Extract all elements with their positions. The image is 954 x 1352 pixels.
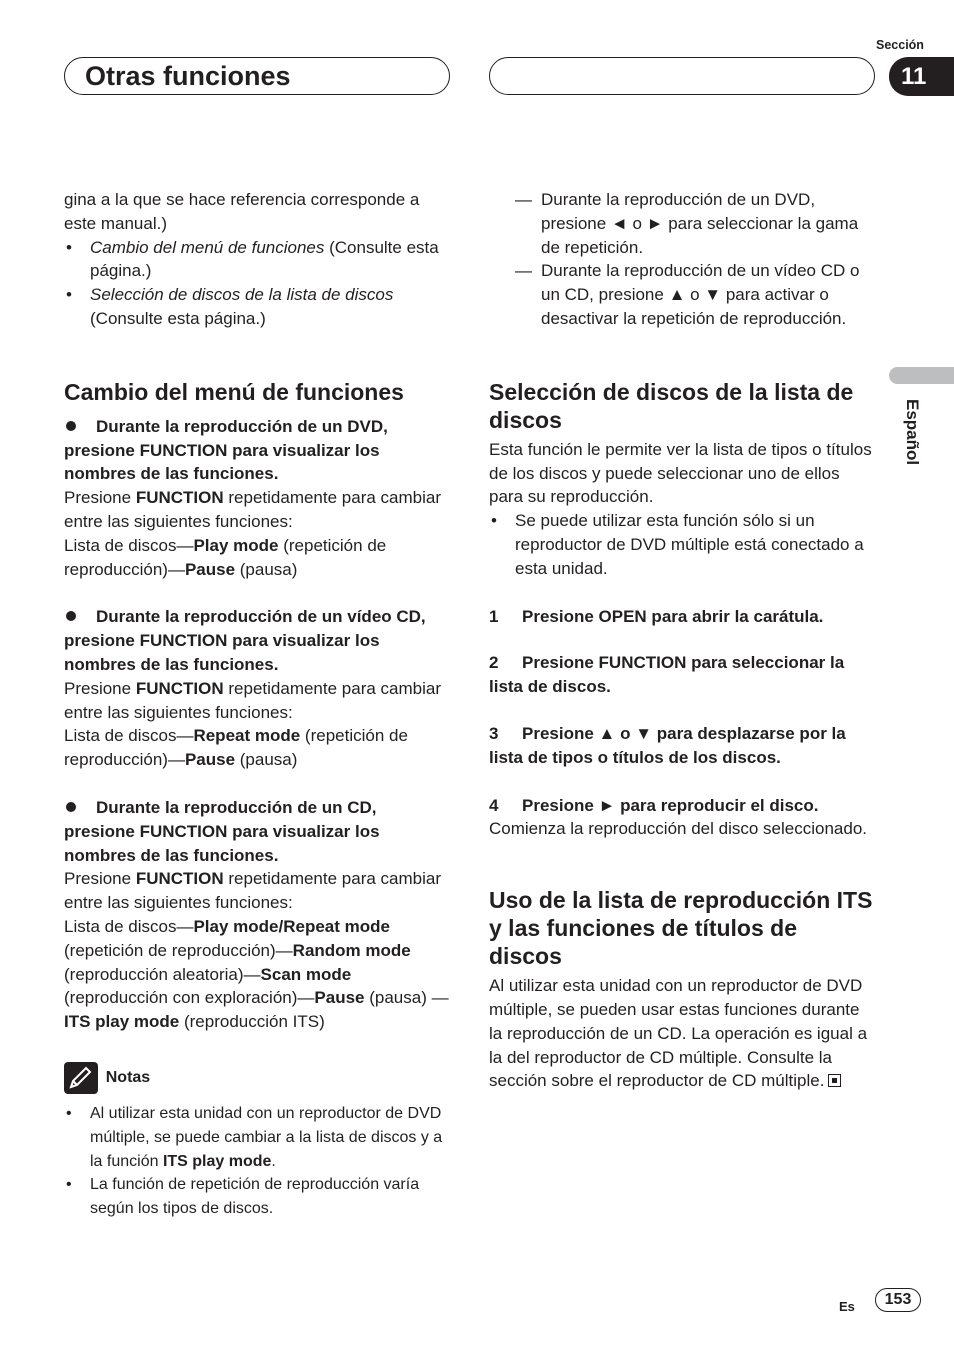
section-label: Sección <box>876 38 924 52</box>
language-label: Español <box>903 399 922 466</box>
dash-item: — Durante la reproducción de un vídeo CD o un CD, presione ▲ o ▼ para activar o desactivar la repetición de reproducción. <box>515 261 860 328</box>
section-heading: Selección de discos de la lista de discos <box>489 378 854 433</box>
bullet-icon <box>66 611 76 621</box>
section-title-box <box>64 57 450 95</box>
bullet-icon <box>66 802 76 812</box>
notes-header: Notas <box>64 1062 452 1094</box>
section-title-box-empty <box>489 57 875 95</box>
paragraph: Presione FUNCTION repetidamente para cambiar entre las siguientes funciones: <box>64 678 441 722</box>
step-1: 1 Presione OPEN para abrir la carátula. <box>489 606 824 626</box>
page-number: 153 <box>875 1288 921 1312</box>
note-item: • Al utilizar esta unidad con un reproductor de DVD múltiple, se puede cambiar a la lista de discos y a la función ITS play mode. <box>66 1104 443 1170</box>
list-item: • Se puede utilizar esta función sólo si un reproductor de DVD múltiple está conectado a esta unidad. <box>491 511 864 578</box>
note-pencil-icon <box>64 1062 98 1094</box>
step-4: 4 Presione ► para reproducir el disco. <box>489 795 819 815</box>
note-item: • La función de repetición de reproducción varía según los tipos de discos. <box>66 1176 420 1218</box>
paragraph: Presione FUNCTION repetidamente para cambiar entre las siguientes funciones: <box>64 488 441 531</box>
section-number-badge: 11 <box>889 57 954 96</box>
list-item: • Selección de discos de la lista de discos (Consulte esta página.) <box>66 285 394 328</box>
step-note: Comienza la reproducción del disco seleccionado. <box>489 819 867 839</box>
dash-item: — Durante la reproducción de un DVD, presione ◄ o ► para seleccionar la gama de repetición. <box>515 190 859 257</box>
instruction: Durante la reproducción de un CD, presione FUNCTION para visualizar los nombres de las funciones. <box>64 797 380 865</box>
section-heading: Uso de la lista de reproducción ITS y las funciones de títulos de discos <box>489 887 873 970</box>
right-column <box>489 188 875 1093</box>
page-title: Otras funciones <box>85 61 291 91</box>
section-heading: Cambio del menú de funciones <box>64 378 404 405</box>
step-3: 3 Presione ▲ o ▼ para desplazarse por la lista de tipos o títulos de los discos. <box>489 723 846 767</box>
left-column <box>64 188 452 1221</box>
bullet-icon <box>66 421 76 431</box>
instruction: Durante la reproducción de un vídeo CD, presione FUNCTION para visualizar los nombres de las funciones. <box>64 607 426 674</box>
paragraph: Esta función le permite ver la lista de tipos o títulos de los discos y puede seleccionar uno de ellos para su reproducción. <box>489 439 872 507</box>
paragraph: Al utilizar esta unidad con un reproductor de DVD múltiple, se pueden usar estas funciones durante la reproducción de un CD. La operación es igual a la del reproductor de CD múltiple. Consulte la sección sobre el reproductor de CD múltiple. <box>489 976 868 1091</box>
list-item: • Cambio del menú de funciones (Consulte esta página.) <box>66 237 439 281</box>
function-list: Lista de discos—Repeat mode (repetición de reproducción)—Pause (pausa) <box>64 726 408 770</box>
step-2: 2 Presione FUNCTION para seleccionar la lista de discos. <box>489 653 845 697</box>
function-list: Lista de discos—Play mode (repetición de reproducción)—Pause (pausa) <box>64 535 387 579</box>
end-of-section-icon <box>828 1074 841 1087</box>
instruction: Durante la reproducción de un DVD, presione FUNCTION para visualizar los nombres de las funciones. <box>64 416 388 484</box>
footer-language: Es <box>839 1299 855 1314</box>
intro-text: gina a la que se hace referencia corresponde a este manual.) <box>64 190 420 233</box>
paragraph: Presione FUNCTION repetidamente para cambiar entre las siguientes funciones: <box>64 869 441 913</box>
function-list: Lista de discos—Play mode/Repeat mode (repetición de reproducción)—Random mode (reproducción aleatoria)—Scan mode (reproducción con exploración)—Pause (pausa) —ITS play mode (reproducción ITS) <box>64 916 449 1032</box>
language-tab <box>889 367 954 384</box>
